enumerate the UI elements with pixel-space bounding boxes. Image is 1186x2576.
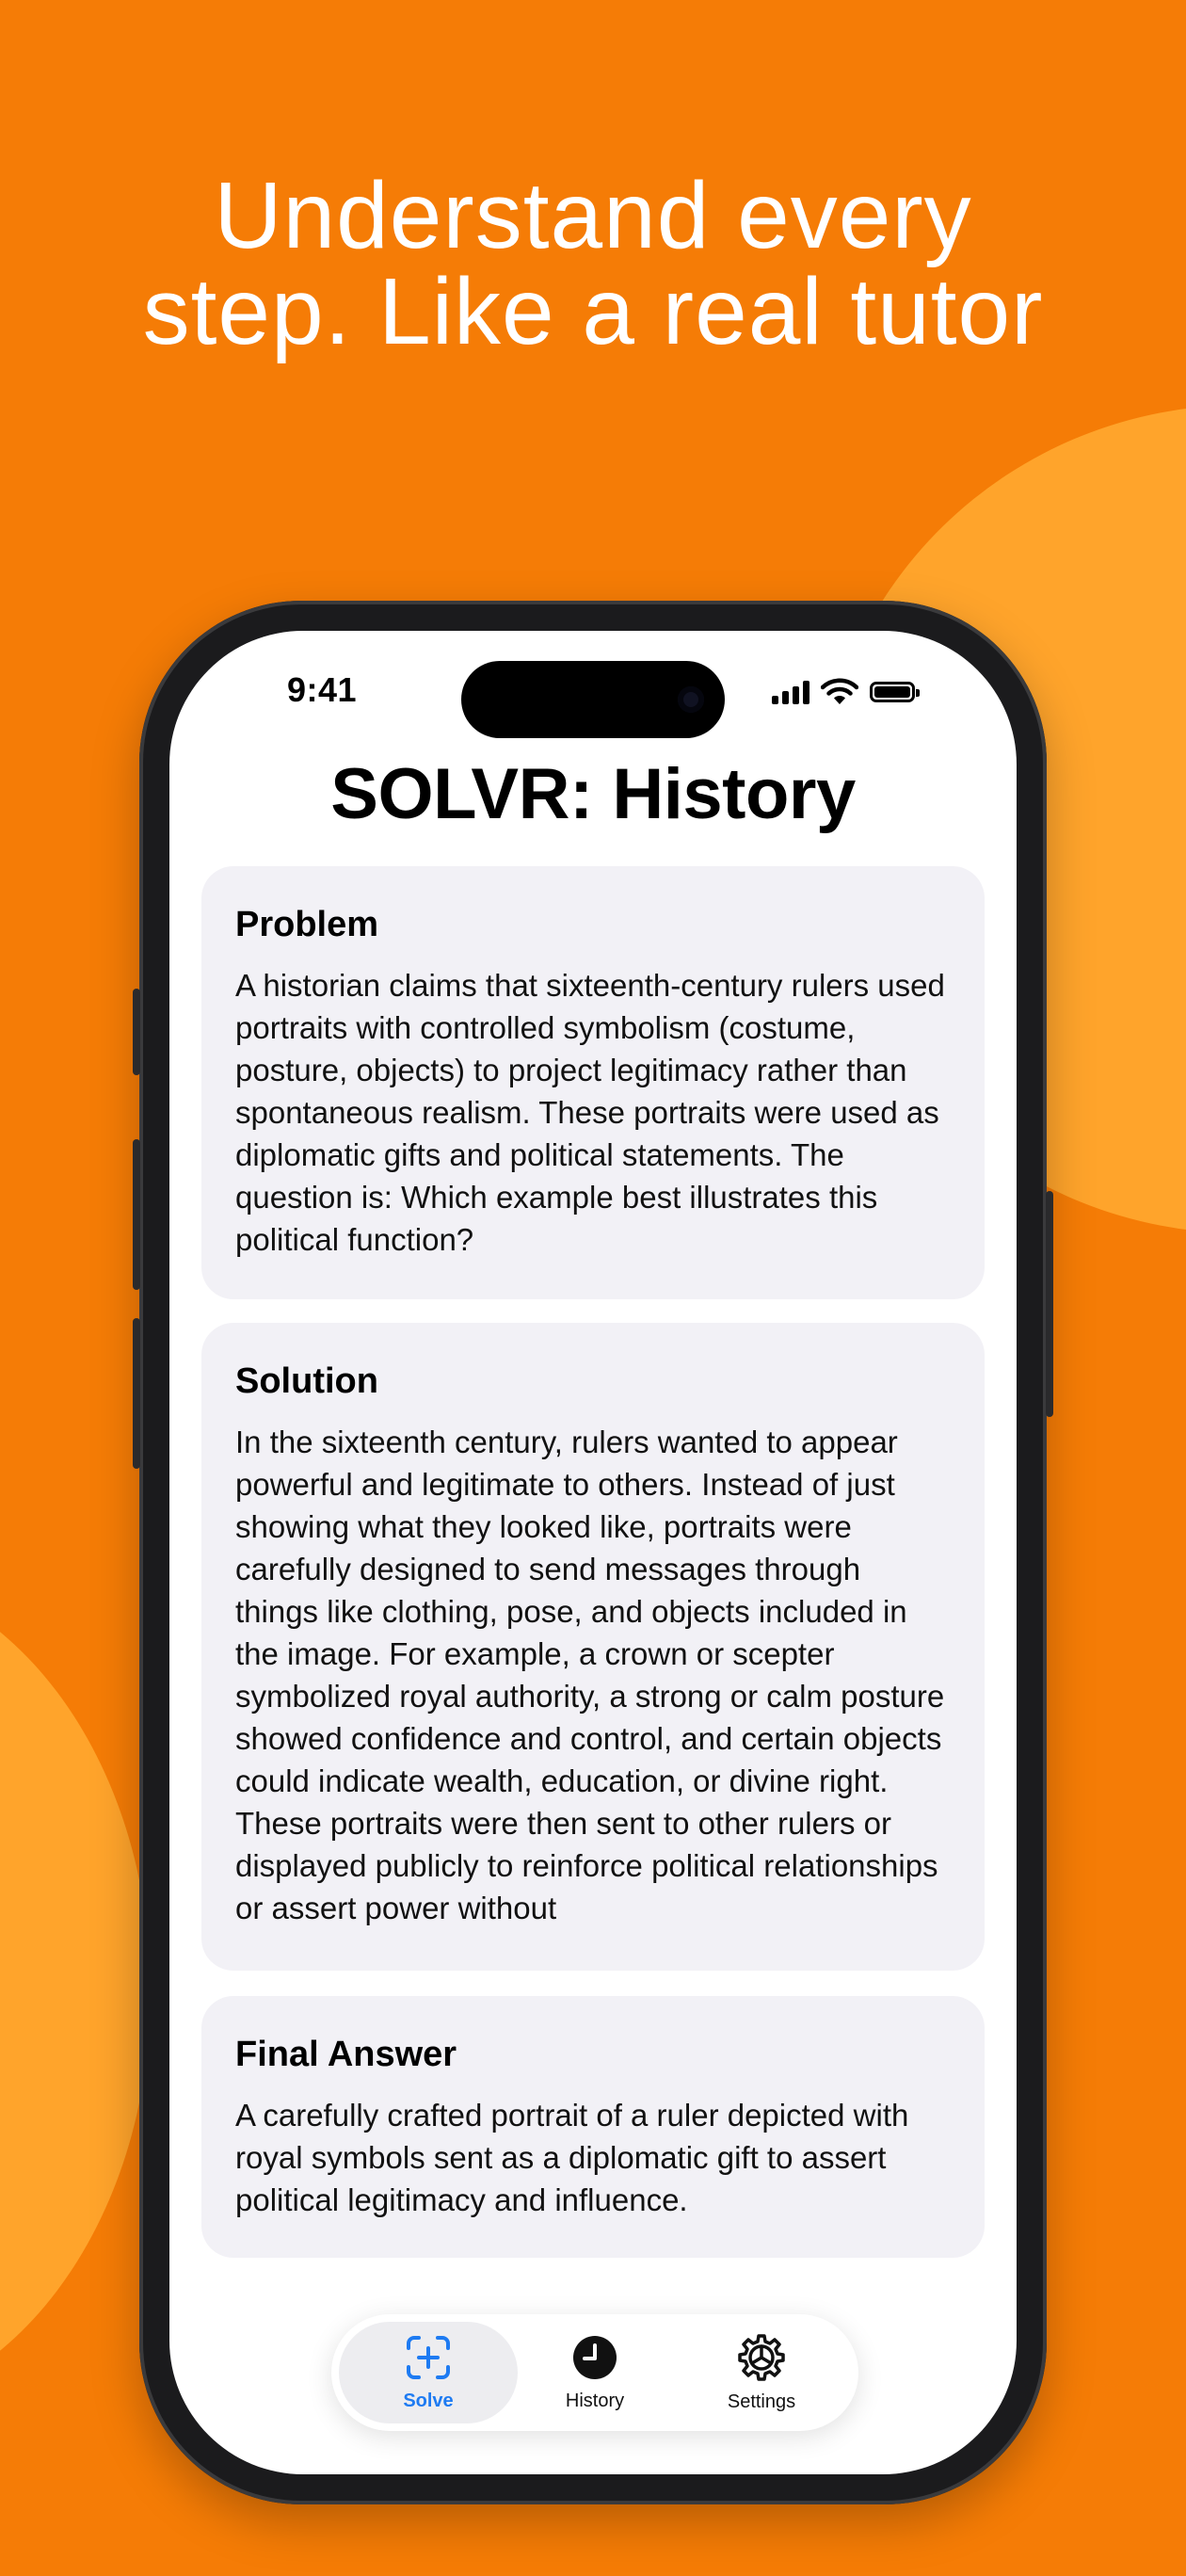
battery-icon — [870, 682, 915, 702]
solution-card[interactable] — [201, 1323, 985, 1971]
phone-screen — [169, 631, 1017, 2474]
problem-text: A historian claims that sixteenth-century rulers used portraits with controlled symbolism (costume, posture, objects) to project legitimacy rather than spontaneous realism. These portraits were used as diplomatic gifts and political statements. The question is: Which example best illustrates this political function? — [235, 968, 945, 1257]
phone-action-button — [133, 989, 140, 1075]
dynamic-island — [461, 661, 725, 738]
final-answer-card — [201, 1996, 985, 2258]
scan-plus-icon — [405, 2334, 452, 2381]
phone-volume-down-button — [133, 1318, 140, 1469]
status-time: 9:41 — [287, 670, 358, 709]
solution-text: In the sixteenth century, rulers wanted to appear powerful and legitimate to others. Instead of just showing what they looked like, portraits were carefully designed to send messages through things like clothing, pose, and objects included in the image. For example, a crown or scepter symbolized royal authority, a strong or calm posture showed confidence and control, and certain objects could indicate wealth, education, or divine right. These portraits were then sent to other rulers or displayed publicly to reinforce political relationships or assert power without — [235, 1425, 945, 1925]
problem-card — [201, 866, 985, 1299]
gear-icon — [737, 2333, 786, 2382]
tab-history[interactable] — [505, 2322, 684, 2423]
tab-history-label: History — [565, 2390, 625, 2411]
problem-heading: Problem — [235, 905, 379, 944]
marketing-headline — [0, 163, 1186, 364]
tab-solve[interactable] — [339, 2322, 518, 2423]
phone-volume-up-button — [133, 1139, 140, 1290]
cellular-signal-icon — [772, 680, 809, 704]
clock-icon — [571, 2334, 618, 2381]
screen-title: SOLVR: History — [330, 754, 856, 834]
status-icons — [772, 678, 915, 706]
headline-line-2: step. Like a real tutor — [142, 259, 1044, 364]
final-answer-text: A carefully crafted portrait of a ruler depicted with royal symbols sent as a diplomatic gift to assert political legitimacy and influence. — [235, 2098, 909, 2217]
decorative-blob-left — [0, 1568, 151, 2415]
tab-settings-label: Settings — [727, 2391, 796, 2412]
front-camera-icon — [678, 686, 704, 713]
phone-power-button — [1046, 1191, 1053, 1417]
wifi-icon — [821, 678, 858, 706]
tab-settings[interactable] — [672, 2322, 851, 2423]
headline-line-1: Understand every — [214, 163, 972, 268]
tab-bar — [331, 2314, 858, 2431]
solution-heading: Solution — [235, 1361, 378, 1401]
tab-solve-label: Solve — [403, 2390, 454, 2411]
final-answer-heading: Final Answer — [235, 2035, 457, 2074]
